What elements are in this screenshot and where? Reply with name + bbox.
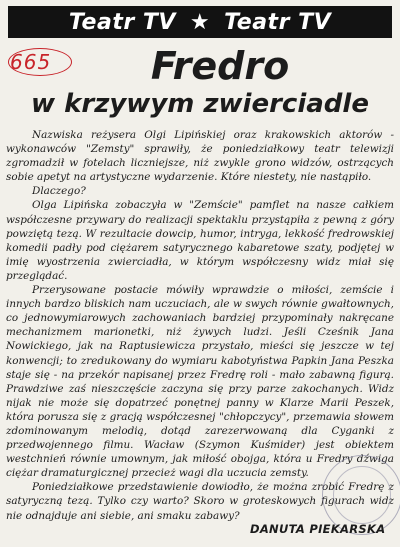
section-banner [8, 6, 392, 38]
article-paragraph: Olga Lipińska zobaczyła w "Zemście" pamflet na nasze całkiem współczesne przywary do realizacji spektaklu przystąpiła z pewną z góry powziętą tezą. W rezultacie dowcip, humor, intryga, lekkość fredrowskiej komedii padły pod ciężarem satyrycznego kabaretowe szaty, podjętej w imię wyostrzenia zwierciadła, w którym współczesny widz miał się przeglądać. [6, 199, 394, 282]
banner-left-label: Teatr TV [68, 9, 176, 35]
article-paragraph: Przerysowane postacie mówiły wprawdzie o miłości, zemście i innych bardzo bliskich nam uczuciach, ale w swych równie gwałtownych, co jednowymiarowych zachowaniach bardziej przypominały nakręcane mechanizmem marionetki, niż żywych ludzi. Jeśli Cześnik Jana Nowickiego, jak na Raptusiewicza przystało, mieści się jeszcze w tej konwencji; to zredukowany do wymiaru kabotyństwa Papkin Jana Peszka staje się - na przekór napisanej przez Fredrę roli - mało zabawną figurą. Prawdziwe zaś nieszczęście zaczyna się przy parze zakochanych. Widz nijak nie może się dopatrzeć ponętnej panny w Klarze Marii Peszek, która porusza się z gracją współczesnej "chłopczycy", przemawia słowem zdominowanym melodią, dotąd zarezerwowaną dla Cyganki z przedwojennego filmu. Wacław (Szymon Kuśmider) jest obiektem westchnień równie umownym, jak miłość obojga, która u Fredry dźwiga ciężar dramaturgicznej przecież wagi dla uczucia zemsty. [6, 284, 394, 480]
article-paragraph: Nazwiska reżysera Olgi Lipińskiej oraz krakowskich aktorów - wykonawców "Zemsty" sprawiły, że poniedziałkowy teatr telewizji zgromadził w fotelach liczniejsze, niż zwykle grono widzów, ostrzących sobie apetyt na artystyczne wydarzenie. Które niestety, nie nastąpiło. [6, 129, 394, 184]
banner-right-label: Teatr TV [224, 9, 332, 35]
star-icon: ★ [189, 9, 211, 35]
handwritten-number: 665 [10, 50, 52, 74]
article-paragraph: Dlaczego? [32, 185, 86, 198]
headline [0, 44, 400, 120]
author-signature: DANUTA PIEKARSKA [250, 522, 386, 536]
headline-line2: w krzywym zwierciadle [31, 89, 369, 119]
article-paragraph: Poniedziałkowe przedstawienie dowiodło, że można zrobić Fredrę z satyryczną tezą. Tylko czy warto? Skoro w groteskowych figurach widz nie odnajduje ani siebie, ani smaku zabawy? [6, 481, 394, 522]
headline-line1: Fredro [150, 44, 290, 88]
